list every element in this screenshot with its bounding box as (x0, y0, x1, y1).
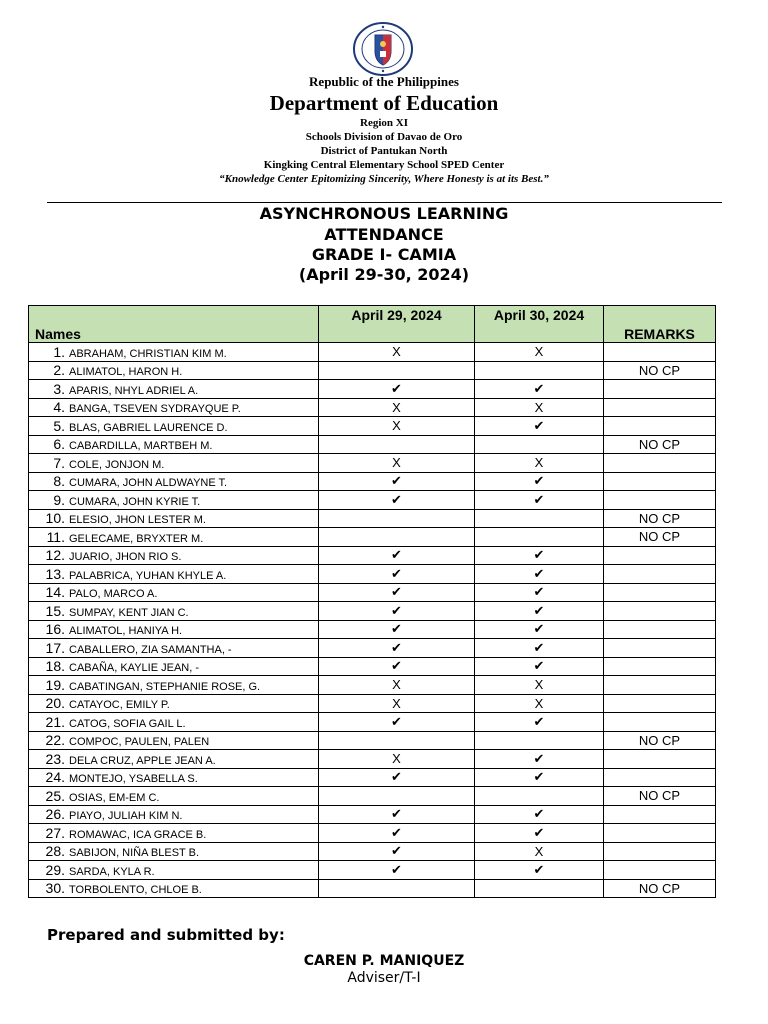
table-row (29, 583, 716, 602)
remarks-cell (604, 842, 716, 861)
student-name: CUMARA, JOHN KYRIE T. (69, 495, 201, 508)
remarks-cell: NO CP (604, 879, 716, 898)
table-row (29, 565, 716, 584)
table-row (29, 546, 716, 565)
remarks-cell (604, 750, 716, 769)
student-name-cell (29, 565, 319, 584)
remarks-cell (604, 583, 716, 602)
row-number: 13. (45, 565, 65, 582)
attendance-april-29: X (319, 676, 475, 695)
document-title-line-2: ATTENDANCE (324, 225, 444, 244)
attendance-table (28, 305, 716, 898)
attendance-april-30 (475, 435, 604, 454)
student-name: COMPOC, PAULEN, PALEN (69, 736, 210, 749)
remarks-cell (604, 620, 716, 639)
attendance-april-29 (319, 787, 475, 806)
table-row (29, 417, 716, 436)
table-row (29, 657, 716, 676)
attendance-april-29 (319, 731, 475, 750)
row-number: 7. (53, 454, 65, 471)
attendance-april-30: ✔ (475, 657, 604, 676)
document-title-line-1: ASYNCHRONOUS LEARNING (259, 204, 509, 223)
student-name-cell (29, 620, 319, 639)
row-number: 16. (45, 621, 65, 638)
table-row (29, 398, 716, 417)
student-name: COLE, JONJON M. (69, 458, 165, 471)
attendance-april-30: ✔ (475, 861, 604, 880)
column-header-april-30: April 30, 2024 (475, 306, 604, 343)
attendance-april-30: ✔ (475, 472, 604, 491)
attendance-april-30: X (475, 454, 604, 473)
student-name-cell (29, 583, 319, 602)
remarks-cell (604, 676, 716, 695)
attendance-april-30 (475, 509, 604, 528)
row-number: 15. (45, 602, 65, 619)
school-motto: “Knowledge Center Epitomizing Sincerity, Where Honesty is at its Best.” (219, 173, 549, 185)
student-name: PALO, MARCO A. (69, 588, 158, 601)
attendance-april-30: ✔ (475, 602, 604, 621)
column-header-names: Names (29, 306, 319, 343)
region-line: Region XI (360, 117, 408, 129)
row-number: 6. (53, 436, 65, 453)
row-number: 22. (45, 732, 65, 749)
column-header-april-29: April 29, 2024 (319, 306, 475, 343)
attendance-april-29: ✔ (319, 380, 475, 399)
student-name: BLAS, GABRIEL LAURENCE D. (69, 421, 228, 434)
attendance-april-29: ✔ (319, 842, 475, 861)
table-row (29, 472, 716, 491)
student-name-cell (29, 879, 319, 898)
student-name-cell (29, 528, 319, 547)
student-name-cell (29, 805, 319, 824)
remarks-cell (604, 805, 716, 824)
table-row (29, 435, 716, 454)
attendance-april-29: ✔ (319, 824, 475, 843)
table-row (29, 694, 716, 713)
table-row (29, 824, 716, 843)
attendance-april-29: ✔ (319, 657, 475, 676)
attendance-april-30: X (475, 343, 604, 362)
table-row (29, 713, 716, 732)
column-header-remarks: REMARKS (604, 306, 716, 343)
table-row (29, 787, 716, 806)
student-name-cell (29, 713, 319, 732)
header-divider (47, 202, 722, 203)
row-number: 17. (45, 639, 65, 656)
row-number: 11. (46, 528, 65, 545)
attendance-april-30: ✔ (475, 380, 604, 399)
student-name-cell (29, 546, 319, 565)
student-name: ALIMATOL, HANIYA H. (69, 625, 183, 638)
student-name-cell (29, 343, 319, 362)
student-name: CABALLERO, ZIA SAMANTHA, - (69, 643, 232, 656)
student-name: ABRAHAM, CHRISTIAN KIM M. (69, 347, 227, 360)
table-row (29, 731, 716, 750)
attendance-april-29: ✔ (319, 583, 475, 602)
remarks-cell (604, 713, 716, 732)
student-name-cell (29, 731, 319, 750)
attendance-april-30: ✔ (475, 546, 604, 565)
row-number: 19. (45, 676, 65, 693)
row-number: 14. (45, 584, 65, 601)
student-name: CABARDILLA, MARTBEH M. (69, 440, 213, 453)
row-number: 8. (53, 473, 65, 490)
attendance-april-29: ✔ (319, 472, 475, 491)
row-number: 26. (45, 806, 65, 823)
student-name-cell (29, 676, 319, 695)
student-name: ELESIO, JHON LESTER M. (69, 514, 206, 527)
table-row (29, 676, 716, 695)
student-name-cell (29, 750, 319, 769)
attendance-april-30: ✔ (475, 750, 604, 769)
row-number: 25. (45, 787, 65, 804)
attendance-april-30: ✔ (475, 417, 604, 436)
attendance-april-29: ✔ (319, 491, 475, 510)
attendance-april-29: ✔ (319, 602, 475, 621)
attendance-april-30: ✔ (475, 768, 604, 787)
attendance-april-30: ✔ (475, 805, 604, 824)
row-number: 9. (53, 491, 65, 508)
table-row (29, 454, 716, 473)
signer-role: Adviser/T-I (347, 970, 421, 986)
student-name-cell (29, 842, 319, 861)
attendance-april-29: ✔ (319, 620, 475, 639)
table-row (29, 620, 716, 639)
attendance-april-29: ✔ (319, 546, 475, 565)
row-number: 27. (45, 824, 65, 841)
student-name-cell (29, 824, 319, 843)
student-name-cell (29, 435, 319, 454)
table-row (29, 602, 716, 621)
row-number: 21. (45, 713, 65, 730)
attendance-april-30: ✔ (475, 824, 604, 843)
student-name-cell (29, 768, 319, 787)
attendance-april-30: ✔ (475, 583, 604, 602)
remarks-cell (604, 639, 716, 658)
attendance-april-29: X (319, 417, 475, 436)
student-name: PIAYO, JULIAH KIM N. (69, 810, 183, 823)
attendance-april-29: ✔ (319, 805, 475, 824)
attendance-april-30: X (475, 676, 604, 695)
attendance-april-30: X (475, 842, 604, 861)
row-number: 3. (53, 380, 65, 397)
student-name: CUMARA, JOHN ALDWAYNE T. (69, 477, 228, 490)
remarks-cell (604, 417, 716, 436)
attendance-april-29: ✔ (319, 565, 475, 584)
student-name: JUARIO, JHON RIO S. (69, 551, 182, 564)
table-row (29, 768, 716, 787)
student-name-cell (29, 639, 319, 658)
table-row (29, 361, 716, 380)
student-name: ROMAWAC, ICA GRACE B. (69, 828, 207, 841)
row-number: 12. (45, 547, 65, 564)
remarks-cell (604, 454, 716, 473)
student-name: SUMPAY, KENT JIAN C. (69, 606, 189, 619)
row-number: 20. (45, 695, 65, 712)
attendance-april-29: X (319, 398, 475, 417)
row-number: 4. (53, 399, 65, 416)
student-name: CABAÑA, KAYLIE JEAN, - (69, 662, 200, 675)
remarks-cell: NO CP (604, 435, 716, 454)
student-name: TORBOLENTO, CHLOE B. (69, 884, 202, 897)
attendance-april-30 (475, 361, 604, 380)
table-row (29, 879, 716, 898)
attendance-april-29: ✔ (319, 861, 475, 880)
table-row (29, 805, 716, 824)
row-number: 2. (53, 362, 65, 379)
row-number: 30. (45, 880, 65, 897)
deped-seal-icon (351, 21, 415, 77)
student-name: CATAYOC, EMILY P. (69, 699, 170, 712)
attendance-april-30 (475, 879, 604, 898)
remarks-cell (604, 565, 716, 584)
remarks-cell (604, 380, 716, 399)
attendance-april-29: ✔ (319, 768, 475, 787)
remarks-cell: NO CP (604, 787, 716, 806)
attendance-april-30: X (475, 694, 604, 713)
student-name: ALIMATOL, HARON H. (69, 366, 183, 379)
table-row (29, 509, 716, 528)
remarks-cell (604, 861, 716, 880)
attendance-april-30: ✔ (475, 491, 604, 510)
student-name-cell (29, 602, 319, 621)
student-name: OSIAS, EM-EM C. (69, 791, 160, 804)
student-name-cell (29, 694, 319, 713)
attendance-april-29 (319, 509, 475, 528)
row-number: 18. (45, 658, 65, 675)
table-row (29, 343, 716, 362)
remarks-cell (604, 824, 716, 843)
row-number: 10. (45, 510, 65, 527)
attendance-april-30 (475, 787, 604, 806)
row-number: 24. (45, 769, 65, 786)
student-name-cell (29, 398, 319, 417)
row-number: 28. (45, 843, 65, 860)
student-name-cell (29, 657, 319, 676)
prepared-by-label: Prepared and submitted by: (47, 926, 285, 944)
student-name-cell (29, 861, 319, 880)
student-name-cell (29, 380, 319, 399)
table-header-row (29, 306, 716, 343)
attendance-april-30 (475, 528, 604, 547)
student-name: APARIS, NHYL ADRIEL A. (69, 384, 199, 397)
remarks-cell (604, 694, 716, 713)
attendance-april-30: ✔ (475, 639, 604, 658)
attendance-april-29: ✔ (319, 639, 475, 658)
district-line: District of Pantukan North (320, 145, 448, 157)
student-name: SABIJON, NIÑA BLEST B. (69, 847, 200, 860)
row-number: 29. (45, 861, 65, 878)
attendance-april-30: X (475, 398, 604, 417)
attendance-april-29: X (319, 454, 475, 473)
school-line: Kingking Central Elementary School SPED Center (263, 159, 505, 171)
table-row (29, 491, 716, 510)
attendance-april-29 (319, 435, 475, 454)
student-name: GELECAME, BRYXTER M. (69, 532, 204, 545)
attendance-april-30: ✔ (475, 565, 604, 584)
document-title-line-3: GRADE I- CAMIA (311, 245, 457, 264)
student-name: SARDA, KYLA R. (69, 865, 155, 878)
student-name: CABATINGAN, STEPHANIE ROSE, G. (69, 680, 261, 693)
attendance-april-29 (319, 879, 475, 898)
student-name-cell (29, 472, 319, 491)
table-row (29, 380, 716, 399)
student-name-cell (29, 491, 319, 510)
student-name-cell (29, 361, 319, 380)
student-name: MONTEJO, YSABELLA S. (69, 773, 198, 786)
student-name: DELA CRUZ, APPLE JEAN A. (69, 754, 216, 767)
row-number: 5. (53, 417, 65, 434)
student-name-cell (29, 509, 319, 528)
student-name: PALABRICA, YUHAN KHYLE A. (69, 569, 227, 582)
remarks-cell (604, 472, 716, 491)
student-name-cell (29, 454, 319, 473)
remarks-cell (604, 398, 716, 417)
row-number: 1. (53, 343, 65, 360)
signer-name: CAREN P. MANIQUEZ (303, 953, 465, 969)
remarks-cell (604, 491, 716, 510)
row-number: 23. (45, 750, 65, 767)
attendance-april-30: ✔ (475, 713, 604, 732)
attendance-april-29: X (319, 750, 475, 769)
republic-heading: Republic of the Philippines (309, 74, 459, 89)
table-row (29, 750, 716, 769)
remarks-cell (604, 657, 716, 676)
attendance-april-30 (475, 731, 604, 750)
attendance-april-30: ✔ (475, 620, 604, 639)
department-heading: Department of Education (269, 91, 499, 115)
remarks-cell: NO CP (604, 509, 716, 528)
table-row (29, 528, 716, 547)
division-line: Schools Division of Davao de Oro (305, 131, 463, 143)
student-name-cell (29, 787, 319, 806)
remarks-cell (604, 343, 716, 362)
remarks-cell: NO CP (604, 528, 716, 547)
attendance-april-29: ✔ (319, 713, 475, 732)
attendance-april-29: X (319, 343, 475, 362)
remarks-cell (604, 546, 716, 565)
document-title-line-4: (April 29-30, 2024) (298, 265, 470, 284)
student-name: BANGA, TSEVEN SYDRAYQUE P. (69, 403, 241, 416)
remarks-cell: NO CP (604, 731, 716, 750)
attendance-april-29 (319, 361, 475, 380)
remarks-cell: NO CP (604, 361, 716, 380)
student-name-cell (29, 417, 319, 436)
table-row (29, 842, 716, 861)
attendance-april-29 (319, 528, 475, 547)
remarks-cell (604, 602, 716, 621)
student-name: CATOG, SOFIA GAIL L. (69, 717, 186, 730)
table-row (29, 639, 716, 658)
table-row (29, 861, 716, 880)
remarks-cell (604, 768, 716, 787)
attendance-april-29: X (319, 694, 475, 713)
